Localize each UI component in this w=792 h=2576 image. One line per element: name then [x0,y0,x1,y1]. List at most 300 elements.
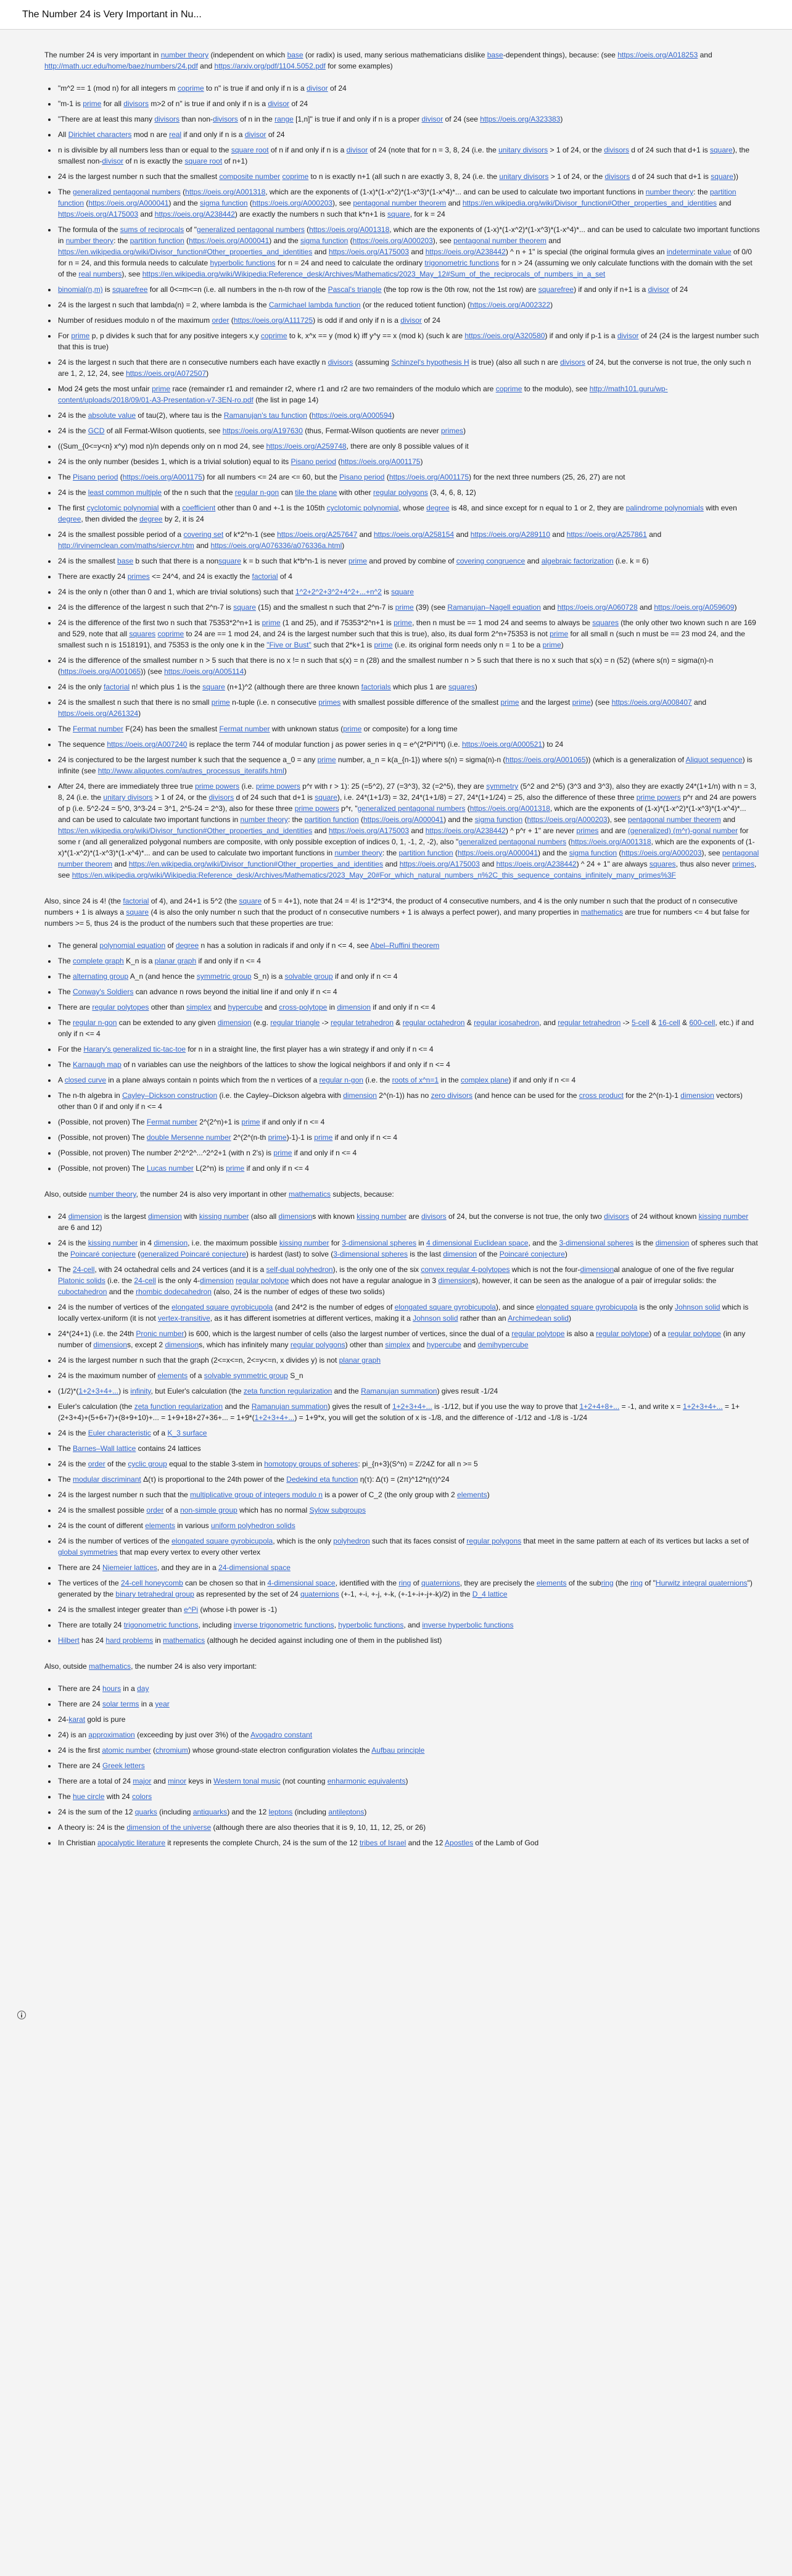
text-link[interactable]: degree [139,515,163,523]
text-link[interactable]: Harary's generalized tic-tac-toe [83,1045,186,1053]
text-link[interactable]: approximation [88,1730,135,1739]
text-link[interactable]: Fermat number [219,725,270,733]
info-icon[interactable] [17,2011,26,2019]
text-link[interactable]: http://irvinemclean.com/maths/siercvr.htm [58,541,194,550]
text-link[interactable]: real numbers [78,270,122,278]
text-link[interactable]: colors [132,1792,152,1801]
text-link[interactable]: divisor [400,316,422,325]
text-link[interactable]: order [88,1460,105,1468]
text-link[interactable]: https://oeis.org/A001318 [571,837,651,846]
text-link[interactable]: https://oeis.org/A259748 [266,442,347,451]
text-link[interactable]: unitary divisors [498,146,548,154]
text-link[interactable]: divisors [154,115,180,123]
text-link[interactable]: dimension of the universe [126,1823,212,1832]
text-link[interactable]: Dedekind eta function [286,1475,358,1484]
text-link[interactable]: ring [398,1579,411,1587]
text-link[interactable]: prime [268,1133,287,1142]
text-link[interactable]: generalized pentagonal numbers [197,225,305,234]
text-link[interactable]: https://en.wikipedia.org/wiki/Divisor_function#Other_properties_and_identities [128,860,383,868]
text-link[interactable]: complex plane [461,1076,509,1084]
text-link[interactable]: https://oeis.org/A258154 [373,530,455,539]
text-link[interactable]: prime [394,618,413,627]
text-link[interactable]: Pronic number [136,1329,184,1338]
text-link[interactable]: 1+2+4+8+... [579,1402,620,1411]
text-link[interactable]: rhombic dodecahedron [136,1287,212,1296]
text-link[interactable]: Lucas number [146,1164,194,1173]
text-link[interactable]: https://oeis.org/A001065 [505,755,586,764]
text-link[interactable]: Ramanujan–Nagell equation [447,603,541,612]
text-link[interactable]: regular polytope [511,1329,565,1338]
text-link[interactable]: regular polytope [667,1329,721,1338]
text-link[interactable]: major [133,1777,152,1785]
text-link[interactable]: number theory [334,849,382,857]
text-link[interactable]: https://oeis.org/A323383 [480,115,561,123]
text-link[interactable]: planar graph [339,1356,381,1365]
text-link[interactable]: https://oeis.org/A000203 [527,815,608,824]
text-link[interactable]: cyclotomic polynomial [326,504,399,512]
text-link[interactable]: sigma function [474,815,523,824]
text-link[interactable]: binary tetrahedral group [115,1590,194,1598]
text-link[interactable]: zero divisors [431,1091,472,1100]
text-link[interactable]: quarks [134,1808,157,1816]
text-link[interactable]: prime powers [255,782,300,791]
text-link[interactable]: Ramanujan summation [361,1387,437,1395]
text-link[interactable]: degree [58,515,81,523]
text-link[interactable]: prime [395,603,414,612]
text-link[interactable]: zeta function regularization [243,1387,332,1395]
text-link[interactable]: 4 dimensional Euclidean space [426,1239,529,1247]
text-link[interactable]: Aliquot sequence [685,755,743,764]
text-link[interactable]: elements [536,1579,567,1587]
text-link[interactable]: https://oeis.org/A008407 [611,698,692,707]
text-link[interactable]: symmetric group [196,972,252,981]
text-link[interactable]: partition function [58,188,736,207]
text-link[interactable]: double Mersenne number [146,1133,231,1142]
text-link[interactable]: hyperbolic functions [338,1621,404,1629]
text-link[interactable]: Fermat number [73,725,124,733]
text-link[interactable]: https://oeis.org/A072507 [126,369,207,378]
text-link[interactable]: prime [348,557,367,565]
text-link[interactable]: https://oeis.org/A238442 [425,247,506,256]
text-link[interactable]: https://en.wikipedia.org/wiki/Divisor_function#Other_properties_and_identities [58,247,313,256]
text-link[interactable]: Niemeier lattices [102,1563,157,1572]
text-link[interactable]: partition function [304,815,359,824]
text-link[interactable]: regular icosahedron [474,1018,540,1027]
text-link[interactable]: https://oeis.org/A257861 [566,530,647,539]
text-link[interactable]: prime [273,1149,292,1157]
text-link[interactable]: square [239,897,262,905]
text-link[interactable]: alternating group [73,972,129,981]
text-link[interactable]: https://oeis.org/A238442 [496,860,577,868]
text-link[interactable]: cuboctahedron [58,1287,107,1296]
text-link[interactable]: regular polytope [596,1329,650,1338]
text-link[interactable]: 3-dimensional spheres [342,1239,416,1247]
text-link[interactable]: coefficient [182,504,216,512]
text-link[interactable]: Western tonal music [213,1777,281,1785]
text-link[interactable]: squares [649,860,676,868]
text-link[interactable]: prime [152,384,171,393]
text-link[interactable]: Carmichael lambda function [268,301,361,309]
text-link[interactable]: tile the plane [295,488,337,497]
text-link[interactable]: https://oeis.org/A238442 [425,826,506,835]
text-link[interactable]: multiplicative group of integers modulo n [190,1490,323,1499]
text-link[interactable]: dimension [655,1239,690,1247]
text-link[interactable]: "Five or Bust" [266,641,311,649]
text-link[interactable]: Aufbau principle [371,1746,425,1755]
text-link[interactable]: divisors [123,99,149,108]
text-link[interactable]: 24-dimensional space [218,1563,291,1572]
text-link[interactable]: inverse trigonometric functions [233,1621,334,1629]
text-link[interactable]: primes [318,698,341,707]
text-link[interactable]: Archimedean solid [508,1314,569,1323]
text-link[interactable]: kissing number [88,1239,138,1247]
text-link[interactable]: prime [500,698,519,707]
text-link[interactable]: https://arxiv.org/pdf/1104.5052.pdf [214,62,326,70]
text-link[interactable]: https://oeis.org/A261324 [58,709,139,718]
text-link[interactable]: Poincaré conjecture [70,1250,136,1258]
text-link[interactable]: Conway's Soldiers [73,987,134,996]
text-link[interactable]: regular tetrahedron [330,1018,394,1027]
text-link[interactable]: dimension [154,1239,188,1247]
text-link[interactable]: kissing number [199,1212,249,1221]
text-link[interactable]: prime powers [636,793,681,802]
text-link[interactable]: https://oeis.org/A175003 [328,247,410,256]
text-link[interactable]: kissing number [357,1212,406,1221]
text-link[interactable]: https://oeis.org/A289110 [470,530,550,539]
text-link[interactable]: regular n-gon [73,1018,117,1027]
text-link[interactable]: dimension [278,1212,313,1221]
text-link[interactable]: elongated square gyrobicupola [536,1303,638,1311]
text-link[interactable]: https://en.wikipedia.org/wiki/Wikipedia:Reference_desk/Archives/Mathematics/2023_May_12#Sum_of_the_reciprocals_of_numbers_in_a_set [142,270,606,278]
text-link[interactable]: least common multiple [88,488,162,497]
text-link[interactable]: GCD [88,426,105,435]
text-link[interactable]: closed curve [64,1076,107,1084]
text-link[interactable]: cross-polytope [279,1003,328,1012]
text-link[interactable]: kissing number [698,1212,749,1221]
text-link[interactable]: divisor [244,130,266,139]
text-link[interactable]: order [212,316,229,325]
text-link[interactable]: base [117,557,134,565]
text-link[interactable]: elements [145,1521,175,1530]
text-link[interactable]: demihypercube [477,1340,529,1349]
text-link[interactable]: hours [102,1684,122,1693]
text-link[interactable]: non-simple group [180,1506,237,1514]
text-link[interactable]: enharmonic equivalents [327,1777,406,1785]
text-link[interactable]: real [169,130,182,139]
text-link[interactable]: Greek letters [102,1761,145,1770]
text-link[interactable]: https://en.wikipedia.org/wiki/Divisor_function#Other_properties_and_identities [462,199,717,207]
text-link[interactable]: (generalized) (m^r)-gonal number [627,826,738,835]
text-link[interactable]: simplex [385,1340,411,1349]
text-link[interactable]: dimension [680,1091,714,1100]
text-link[interactable]: antileptons [328,1808,365,1816]
text-link[interactable]: prime [71,331,90,340]
text-link[interactable]: Karnaugh map [73,1060,122,1069]
text-link[interactable]: divisor [268,99,290,108]
text-link[interactable]: https://oeis.org/A000041 [363,815,444,824]
text-link[interactable]: 1+2+3+4+... [78,1387,119,1395]
text-link[interactable]: range [274,115,294,123]
text-link[interactable]: prime [83,99,102,108]
text-link[interactable]: planar graph [154,957,197,965]
text-link[interactable]: regular tetrahedron [558,1018,621,1027]
text-link[interactable]: base [487,51,503,59]
text-link[interactable]: sigma function [300,236,349,245]
text-link[interactable]: ring [630,1579,643,1587]
text-link[interactable]: cross product [579,1091,624,1100]
text-link[interactable]: square [709,146,733,154]
text-link[interactable]: karat [68,1715,86,1724]
text-link[interactable]: number theory [89,1190,136,1199]
text-link[interactable]: http://math.ucr.edu/home/baez/numbers/24.pdf [44,62,198,70]
text-link[interactable]: divisors [208,793,234,802]
text-link[interactable]: dimension [165,1340,199,1349]
text-link[interactable]: elements [157,1371,188,1380]
text-link[interactable]: prime [211,698,230,707]
text-link[interactable]: mathematics [580,908,623,916]
text-link[interactable]: leptons [268,1808,293,1816]
text-link[interactable]: atomic number [102,1746,151,1755]
text-link[interactable]: regular polygons [466,1537,522,1545]
text-link[interactable]: vertex-transitive [158,1314,210,1323]
text-link[interactable]: solvable symmetric group [204,1371,288,1380]
text-link[interactable]: regular polytope [236,1276,289,1285]
text-link[interactable]: https://oeis.org/A059609 [654,603,735,612]
text-link[interactable]: https://oeis.org/A007240 [107,740,188,749]
text-link[interactable]: Apostles [445,1839,474,1847]
text-link[interactable]: sigma function [200,199,248,207]
text-link[interactable]: square [711,172,733,181]
text-link[interactable]: prime [314,1133,333,1142]
text-link[interactable]: Fermat number [146,1118,197,1126]
text-link[interactable]: https://oeis.org/A001175 [389,473,469,481]
text-link[interactable]: hyperbolic functions [210,259,276,267]
text-link[interactable]: infinity [130,1387,151,1395]
text-link[interactable]: https://oeis.org/A005114 [164,667,244,676]
text-link[interactable]: pentagonal number theorem [353,199,447,207]
text-link[interactable]: square root [231,146,269,154]
text-link[interactable]: 4-dimensional space [267,1579,336,1587]
text-link[interactable]: https://oeis.org/A000521 [462,740,543,749]
text-link[interactable]: mathematics [288,1190,331,1199]
text-link[interactable]: covering set [183,530,224,539]
text-link[interactable]: e^Pi [184,1605,199,1614]
text-link[interactable]: uniform polyhedron solids [210,1521,295,1530]
text-link[interactable]: Hurwitz integral quaternions [655,1579,748,1587]
text-link[interactable]: square [126,908,149,916]
text-link[interactable]: prime [317,755,336,764]
text-link[interactable]: factorial [252,572,278,581]
text-link[interactable]: https://oeis.org/A000041 [189,236,270,245]
text-link[interactable]: https://oeis.org/A000594 [311,411,392,420]
text-link[interactable]: Pisano period [291,457,336,466]
text-link[interactable]: square [233,603,256,612]
text-link[interactable]: global symmetries [58,1548,118,1556]
text-link[interactable]: base [287,51,303,59]
text-link[interactable]: Avogadro constant [250,1730,313,1739]
text-link[interactable]: Cayley–Dickson construction [122,1091,218,1100]
text-link[interactable]: prime powers [195,782,240,791]
text-link[interactable]: dimension [438,1276,472,1285]
text-link[interactable]: Ramanujan summation [251,1402,328,1411]
text-link[interactable]: day [137,1684,149,1693]
text-link[interactable]: dimension [443,1250,477,1258]
text-link[interactable]: 600-cell [689,1018,716,1027]
text-link[interactable]: squares [592,618,619,627]
text-link[interactable]: hue circle [73,1792,105,1801]
text-link[interactable]: elongated square gyrobicupola [171,1537,273,1545]
text-link[interactable]: https://oeis.org/A001175 [340,457,421,466]
text-link[interactable]: Ramanujan's tau function [223,411,307,420]
text-link[interactable]: divisors [213,115,238,123]
text-link[interactable]: https://oeis.org/A000203 [252,199,332,207]
text-link[interactable]: https://oeis.org/A001175 [122,473,202,481]
text-link[interactable]: pentagonal number theorem [453,236,547,245]
text-link[interactable]: 16-cell [658,1018,680,1027]
text-link[interactable]: K_3 surface [167,1429,207,1437]
text-link[interactable]: square [315,793,337,802]
text-link[interactable]: https://oeis.org/A320580 [464,331,545,340]
text-link[interactable]: pentagonal number theorem [58,849,759,868]
text-link[interactable]: square root [184,157,223,165]
text-link[interactable]: squarefree [112,285,148,294]
text-link[interactable]: coprime [495,384,522,393]
text-link[interactable]: kissing number [279,1239,329,1247]
text-link[interactable]: https://oeis.org/A000041 [457,849,538,857]
text-link[interactable]: divisor [307,84,328,93]
text-link[interactable]: partition function [398,849,453,857]
text-link[interactable]: dimension [580,1265,614,1274]
text-link[interactable]: divisors [328,358,353,367]
text-link[interactable]: 24-cell honeycomb [121,1579,183,1587]
text-link[interactable]: https://oeis.org/A001318 [469,804,550,813]
text-link[interactable]: square [387,210,410,218]
text-link[interactable]: number theory [645,188,694,196]
text-link[interactable]: quaternions [421,1579,460,1587]
text-link[interactable]: elongated square gyrobicupola [394,1303,496,1311]
text-link[interactable]: number theory [240,815,288,824]
text-link[interactable]: squares [129,629,156,638]
text-link[interactable]: regular polytopes [92,1003,149,1012]
text-link[interactable]: factorial [123,897,149,905]
text-link[interactable]: regular polygons [373,488,428,497]
text-link[interactable]: Euler characteristic [88,1429,151,1437]
text-link[interactable]: https://oeis.org/A197630 [222,426,303,435]
text-link[interactable]: 3-dimensional spheres [559,1239,634,1247]
text-link[interactable]: prime [241,1118,260,1126]
text-link[interactable]: https://oeis.org/A000203 [352,236,433,245]
text-link[interactable]: partition function [130,236,184,245]
text-link[interactable]: Hilbert [58,1636,80,1645]
text-link[interactable]: https://oeis.org/A175003 [58,210,139,218]
text-link[interactable]: D_4 lattice [472,1590,508,1598]
text-link[interactable]: prime [262,618,281,627]
text-link[interactable]: coprime [157,629,184,638]
text-link[interactable]: 1+2+3+4+... [254,1413,295,1422]
text-link[interactable]: 3-dimensional spheres [333,1250,408,1258]
text-link[interactable]: squarefree [538,285,574,294]
text-link[interactable]: binomial(n,m) [58,285,103,294]
text-link[interactable]: prime [226,1164,245,1173]
text-link[interactable]: solvable group [284,972,333,981]
text-link[interactable]: squares [448,683,475,691]
text-link[interactable]: covering congruence [456,557,526,565]
text-link[interactable]: 1+2+3+4+... [682,1402,723,1411]
text-link[interactable]: prime powers [294,804,339,813]
text-link[interactable]: https://oeis.org/A111725 [233,316,313,325]
text-link[interactable]: Abel–Ruffini theorem [370,941,440,950]
text-link[interactable]: cyclotomic polynomial [86,504,159,512]
text-link[interactable]: sigma function [569,849,617,857]
text-link[interactable]: number theory [160,51,209,59]
text-link[interactable]: prime [542,641,561,649]
text-link[interactable]: Pisano period [339,473,385,481]
text-link[interactable]: unitary divisors [499,172,549,181]
text-link[interactable]: polyhedron [333,1537,370,1545]
text-link[interactable]: https://oeis.org/A060728 [557,603,638,612]
text-link[interactable]: algebraic factorization [541,557,614,565]
text-link[interactable]: divisor [102,157,124,165]
text-link[interactable]: divisors [421,1212,447,1221]
text-link[interactable]: unitary divisors [103,793,153,802]
text-link[interactable]: https://oeis.org/A000203 [621,849,702,857]
text-link[interactable]: generalized pentagonal numbers [73,188,181,196]
text-link[interactable]: modular discriminant [73,1475,141,1484]
text-link[interactable]: dimension [217,1018,252,1027]
text-link[interactable]: https://oeis.org/A175003 [328,826,410,835]
text-link[interactable]: inverse hyperbolic functions [422,1621,514,1629]
text-link[interactable]: chromium [155,1746,188,1755]
text-link[interactable]: 5-cell [631,1018,650,1027]
text-link[interactable]: Johnson solid [675,1303,720,1311]
text-link[interactable]: divisors [604,1212,629,1221]
text-link[interactable]: absolute value [88,411,136,420]
text-link[interactable]: https://oeis.org/A257647 [277,530,358,539]
text-link[interactable]: prime [572,698,591,707]
text-link[interactable]: sums of reciprocals [120,225,184,234]
text-link[interactable]: divisor [617,331,639,340]
text-link[interactable]: factorial [104,683,130,691]
text-link[interactable]: divisor [346,146,368,154]
text-link[interactable]: divisors [604,172,630,181]
text-link[interactable]: regular triangle [270,1018,320,1027]
text-link[interactable]: Schinzel's hypothesis H [391,358,469,367]
text-link[interactable]: square [391,588,414,596]
text-link[interactable]: https://oeis.org/A001318 [185,188,266,196]
text-link[interactable]: divisors [604,146,629,154]
text-link[interactable]: regular n-gon [234,488,279,497]
text-link[interactable]: divisor [648,285,670,294]
text-link[interactable]: palindrome polynomials [625,504,704,512]
text-link[interactable]: square [218,557,241,565]
text-link[interactable]: solar terms [102,1700,139,1708]
text-link[interactable]: self-dual polyhedron [266,1265,333,1274]
text-link[interactable]: https://oeis.org/A238442 [154,210,235,218]
text-link[interactable]: quaternions [300,1590,339,1598]
text-link[interactable]: degree [426,504,450,512]
text-link[interactable]: factorials [361,683,391,691]
text-link[interactable]: coprime [260,331,287,340]
text-link[interactable]: minor [168,1777,187,1785]
text-link[interactable]: Dirichlet characters [68,130,132,139]
text-link[interactable]: mathematics [163,1636,205,1645]
text-link[interactable]: composite number [219,172,281,181]
text-link[interactable]: pentagonal number theorem [627,815,721,824]
text-link[interactable]: tribes of Israel [359,1839,406,1847]
text-link[interactable]: prime [550,629,569,638]
text-link[interactable]: mathematics [89,1662,131,1671]
text-link[interactable]: generalized pentagonal numbers [357,804,466,813]
